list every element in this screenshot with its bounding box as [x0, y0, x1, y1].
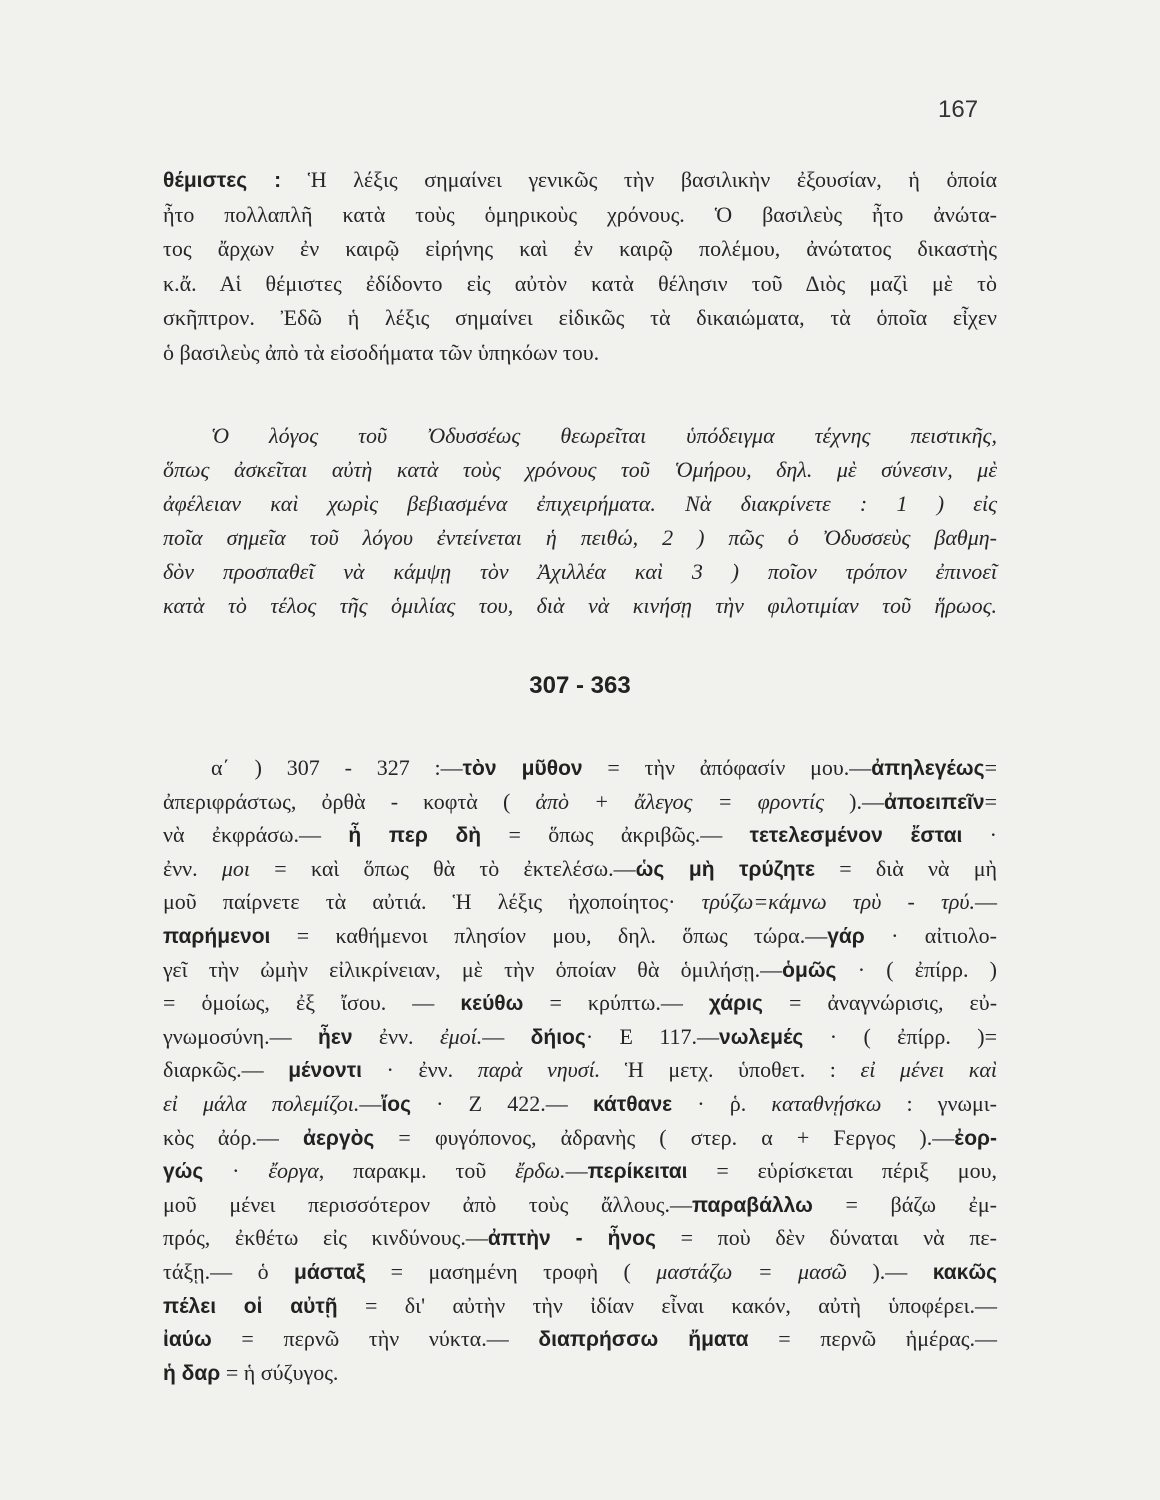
text-segment: σκῆπτρον. Ἐδῶ ἡ λέξις σημαίνει εἰδικῶς τὰ δικαιώματα, τὰ ὁποῖα εἶχεν [163, 305, 997, 330]
italic-text: εἰ μάλα πολεμίζοι. [163, 1090, 360, 1116]
text-segment: : γνωμι- [881, 1090, 997, 1116]
headword: ἦ περ δὴ [348, 824, 482, 848]
text-segment: ἐνν. [352, 1023, 440, 1049]
text-segment: κ.ἄ. Αἱ θέμιστες ἐδίδοντο εἰς αὐτὸν κατὰ θέλησιν τοῦ Διὸς μαζὶ μὲ τὸ [163, 270, 997, 296]
italic-text: ἀπὸ + ἄλεγος = φροντίς [535, 788, 825, 814]
headword: δήιος [530, 1025, 586, 1049]
text-segment: = [984, 788, 997, 814]
text-line [163, 1322, 997, 1356]
text-line [163, 1356, 997, 1390]
text-segment: = εὑρίσκεται πέριξ μου, [687, 1158, 997, 1184]
text-line [163, 1188, 997, 1222]
text-segment: — [974, 889, 997, 915]
headword: γάρ [827, 924, 865, 948]
italic-text: εἰ μένει καὶ [860, 1057, 998, 1083]
text-segment: τάξῃ.— ὁ [163, 1258, 295, 1284]
text-segment: — [565, 1158, 588, 1184]
headword: ὡς μὴ τρύζητε [635, 857, 816, 881]
text-segment: = ποὺ δὲν δύναται νὰ πε- [655, 1225, 997, 1251]
text-segment: = ἀναγνώρισις, εὐ- [762, 990, 998, 1016]
text-segment: = ὁμοίως, ἐξ ἴσου. — [163, 990, 461, 1016]
italic-text: ἔρδω. [515, 1158, 566, 1184]
text-line [163, 555, 997, 589]
text-line [163, 852, 997, 886]
italic-text: δὸν προσπαθεῖ νὰ κάμψῃ τὸν Ἀχιλλέα καὶ 3 ) ποῖον τρόπον ἐπινοεῖ [163, 559, 997, 584]
headword: ἐορ- [954, 1126, 998, 1150]
headword: πέλει οἱ αὐτῇ [163, 1294, 338, 1318]
headword: ὁμῶς [782, 958, 837, 982]
headword: νωλεμές [719, 1025, 804, 1049]
text-line [163, 1087, 997, 1121]
text-segment: κὸς ἀόρ.— [163, 1124, 304, 1150]
text-line [163, 419, 997, 453]
italic-text: παρὰ νηυσί. [477, 1057, 601, 1083]
text-line [163, 232, 997, 267]
headword: μάσταξ [294, 1260, 366, 1284]
text-line [163, 1255, 997, 1289]
text-segment: = βάζω ἐμ- [812, 1191, 997, 1217]
text-line [163, 521, 997, 555]
text-line [163, 818, 997, 852]
headword: κακῶς [932, 1260, 997, 1284]
text-segment: · [962, 822, 997, 848]
italic-text: ἔοργα [268, 1158, 319, 1184]
text-segment: Ἡ λέξις σημαίνει γενικῶς τὴν βασιλικὴν ἐξουσίαν, ἡ ὁποία [281, 167, 997, 192]
headword: ἀεργὸς [303, 1126, 375, 1150]
text-segment: · ( ἐπίρρ. ) [836, 956, 997, 982]
text-segment: , παρακμ. τοῦ [318, 1158, 516, 1184]
headword: χάρις [708, 992, 763, 1016]
text-line [163, 1053, 997, 1087]
text-line [163, 986, 997, 1020]
text-line [163, 336, 997, 371]
italic-text: Ὁ λόγος τοῦ Ὀδυσσέως θεωρεῖται ὑπόδειγμα τέχνης πειστικῆς, [211, 423, 997, 448]
headword: θέμιστες : [163, 169, 282, 192]
italic-text: καταθνῄσκω [771, 1090, 882, 1116]
headword: ἰαύω [163, 1328, 212, 1352]
text-segment: ἐνν. [163, 855, 222, 881]
text-segment: = φυγόπονος, ἀδρανὴς ( στερ. α + Ϝεργος ).— [374, 1124, 955, 1150]
paragraph-themistes [163, 163, 997, 370]
italic-text: τρύζω=κάμνω τρὺ - τρύ. [701, 889, 975, 915]
text-segment: · ( ἐπίρρ. )= [803, 1023, 998, 1049]
headword: ἀποειπεῖν [883, 790, 985, 814]
text-line [163, 1289, 997, 1323]
text-segment: α΄ ) 307 - 327 :— [211, 755, 463, 780]
glossary-section [163, 751, 997, 1389]
page-number: 167 [938, 96, 979, 123]
text-segment: = μασημένη τροφὴ ( [365, 1258, 657, 1284]
text-line [163, 751, 997, 785]
italic-text: ἀφέλειαν καὶ χωρὶς βεβιασμένα ἐπιχειρήματα. Νὰ διακρίνετε : 1 ) εἰς [163, 491, 997, 516]
text-segment: γεῖ τὴν ὠμὴν εἰλικρίνειαν, μὲ τὴν ὁποίαν θὰ ὁμιλήσῃ.— [163, 956, 783, 982]
text-segment: μοῦ μένει περισσότερον ἀπὸ τοὺς ἄλλους.— [163, 1191, 692, 1217]
text-segment: — [482, 1023, 531, 1049]
italic-text: ἐμοί. [439, 1023, 483, 1049]
text-segment: ).— [847, 1258, 933, 1284]
text-segment: νὰ ἐκφράσω.— [163, 822, 349, 848]
text-segment: = περνῶ τὴν νύκτα.— [211, 1326, 539, 1352]
text-segment: · Ε 117.— [585, 1023, 720, 1049]
text-segment: = [984, 755, 997, 780]
headword: κεύθω [460, 992, 524, 1016]
text-segment: διαρκῶς.— [163, 1057, 289, 1083]
headword: γώς [163, 1160, 204, 1184]
text-segment: · ἐνν. [361, 1057, 478, 1083]
headword: μένοντι [288, 1059, 362, 1083]
italic-text: κατὰ τὸ τέλος τῆς ὁμιλίας του, διὰ νὰ κινήσῃ τὴν φιλοτιμίαν τοῦ ἥρωος. [163, 593, 997, 618]
headword: ἀπτὴν - ἦνος [487, 1227, 656, 1251]
text-line [163, 301, 997, 336]
text-segment: ὁ βασιλεὺς ἀπὸ τὰ εἰσοδήματα τῶν ὑπηκόων του. [163, 339, 600, 365]
section-heading: 307 - 363 [529, 672, 631, 699]
text-segment: = ἡ σύζυγος. [220, 1359, 339, 1385]
headword: τὸν μῦθον [462, 757, 583, 780]
text-line [163, 1020, 997, 1054]
text-line [163, 267, 997, 302]
italic-text: ποῖα σημεῖα τοῦ λόγου ἐντείνεται ἡ πειθώ, 2 ) πῶς ὁ Ὀδυσσεὺς βαθμη- [163, 525, 997, 550]
text-segment: = κρύπτω.— [523, 990, 709, 1016]
headword: περίκειται [587, 1160, 688, 1184]
text-line [163, 919, 997, 953]
text-segment: = περνῶ ἡμέρας.— [748, 1326, 998, 1352]
headword: διαπρήσσω ἤματα [538, 1328, 749, 1352]
headword: ἀπηλεγέως [871, 757, 985, 780]
italic-text: ὅπως ἀσκεῖται αὐτὴ κατὰ τοὺς χρόνους τοῦ Ὁμήρου, δηλ. μὲ σύνεσιν, μὲ [163, 457, 997, 482]
text-segment: γνωμοσύνη.— [163, 1023, 319, 1049]
headword: κάτθανε [592, 1092, 673, 1116]
headword: ἦεν [318, 1025, 353, 1049]
text-line [163, 453, 997, 487]
headword: ἡ δαρ [163, 1361, 221, 1385]
text-segment: ).— [824, 788, 884, 814]
text-line [163, 487, 997, 521]
text-segment: ἀπεριφράστως, ὀρθὰ - κοφτὰ ( [163, 788, 536, 814]
text-line [163, 885, 997, 919]
text-segment: · [203, 1158, 269, 1184]
text-segment: = ὅπως ἀκριβῶς.— [481, 822, 750, 848]
text-segment: τος ἄρχων ἐν καιρῷ εἰρήνης καὶ ἐν καιρῷ πολέμου, ἀνώτατος δικαστὴς [163, 236, 997, 261]
italic-text: μαστάζω = μασῶ [656, 1258, 848, 1284]
text-segment: = δι' αὐτὴν τὴν ἰδίαν εἶναι κακόν, αὐτὴ ὑποφέρει.— [337, 1292, 997, 1318]
text-line [163, 163, 997, 198]
headword: παρήμενοι [163, 924, 271, 948]
text-line [163, 1221, 997, 1255]
text-segment: ἦτο πολλαπλῆ κατὰ τοὺς ὁμηρικοὺς χρόνους. Ὁ βασιλεὺς ἦτο ἀνώτα- [163, 201, 997, 227]
text-segment: = καθήμενοι πλησίον μου, δηλ. ὅπως τώρα.— [270, 922, 828, 948]
text-line [163, 953, 997, 987]
text-segment: = καὶ ὅπως θὰ τὸ ἐκτελέσω.— [250, 855, 636, 881]
text-segment: · Ζ 422.— [411, 1090, 593, 1116]
text-line [163, 785, 997, 819]
text-segment: — [359, 1090, 382, 1116]
headword: τετελεσμένον ἔσται [749, 824, 963, 848]
text-segment: · ῥ. [672, 1090, 772, 1116]
headword: ἴος [381, 1092, 411, 1116]
text-line [163, 589, 997, 623]
headword: παραβάλλω [691, 1193, 813, 1217]
paragraph-odysseus-speech [163, 419, 997, 623]
text-segment: = διὰ νὰ μὴ [815, 855, 997, 881]
text-line [163, 1121, 997, 1155]
text-line [163, 1154, 997, 1188]
text-segment: = τὴν ἀπόφασίν μου.— [582, 755, 872, 780]
text-segment: μοῦ παίρνετε τὰ αὐτιά. Ἡ λέξις ἠχοποίητος· [163, 889, 702, 915]
italic-text: μοι [221, 855, 251, 881]
text-segment: πρός, ἐκθέτω εἰς κινδύνους.— [163, 1225, 488, 1251]
text-line [163, 198, 997, 233]
text-segment: Ἡ μετχ. ὑποθετ. : [600, 1057, 861, 1083]
text-segment: · αἰτιολο- [864, 922, 997, 948]
